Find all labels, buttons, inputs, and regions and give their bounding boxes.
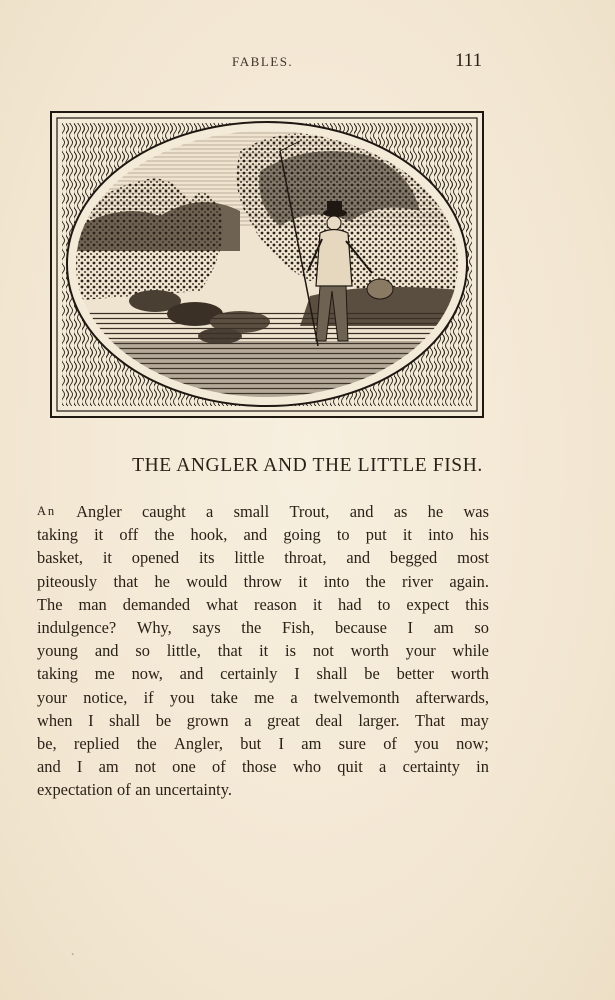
running-title: FABLES. <box>232 54 294 69</box>
word: I <box>76 757 83 777</box>
word: the <box>365 571 386 591</box>
word: be <box>155 710 172 730</box>
word: most <box>457 548 489 568</box>
word: opened <box>131 548 180 568</box>
word: one <box>172 757 196 777</box>
text-line <box>37 593 489 616</box>
word: me <box>94 664 115 684</box>
word: twelvemonth <box>313 687 400 707</box>
word: it <box>94 525 104 545</box>
word: when <box>37 710 73 730</box>
word: of <box>117 780 131 800</box>
word: I <box>407 617 413 637</box>
word: while <box>452 641 489 661</box>
word: a <box>379 757 387 777</box>
word: I <box>294 664 300 684</box>
word: notice, <box>83 687 128 707</box>
word: man <box>78 594 107 614</box>
word: of <box>212 757 226 777</box>
fable-body <box>37 500 489 801</box>
word: that <box>217 641 243 661</box>
word: it <box>402 525 412 545</box>
word: and <box>349 502 374 521</box>
word: your <box>405 641 436 661</box>
word: little, <box>166 641 201 661</box>
word: I <box>88 710 94 730</box>
word: to <box>336 525 350 545</box>
word: may <box>460 710 489 730</box>
word: great <box>267 710 300 730</box>
word: a <box>244 710 252 730</box>
word: had <box>337 594 362 614</box>
word: certainly <box>220 664 278 684</box>
word: shall <box>316 664 348 684</box>
word: be, <box>37 733 57 753</box>
word: better <box>396 664 434 684</box>
word: be <box>364 664 380 684</box>
word: The <box>37 594 63 614</box>
word: basket, <box>37 548 83 568</box>
word: I <box>278 733 284 753</box>
word: the <box>241 617 262 637</box>
word: worth <box>450 664 489 684</box>
word: and <box>37 757 61 777</box>
word: now, <box>131 664 163 684</box>
word: put <box>365 525 387 545</box>
word: a <box>206 502 214 521</box>
word: and <box>243 525 268 545</box>
word: is <box>285 641 296 661</box>
word: it <box>102 548 112 568</box>
word: throat, <box>284 548 327 568</box>
word: certainty <box>402 757 460 777</box>
word: taking <box>37 525 78 545</box>
word: caught <box>142 502 186 521</box>
word: into <box>323 571 350 591</box>
word: a <box>290 687 298 707</box>
word: to <box>377 594 391 614</box>
word: not <box>312 641 334 661</box>
word: and <box>346 548 371 568</box>
word: the <box>154 525 175 545</box>
word: and <box>179 664 204 684</box>
word: that <box>113 571 139 591</box>
word: deal <box>315 710 343 730</box>
word: not <box>134 757 156 777</box>
lead-word: An <box>37 504 56 518</box>
word: if <box>143 687 154 707</box>
word: sure <box>338 733 366 753</box>
word: into <box>428 525 454 545</box>
word: but <box>240 733 262 753</box>
text-line <box>37 570 489 593</box>
word: river <box>402 571 433 591</box>
word: take <box>210 687 238 707</box>
text-line <box>37 686 489 709</box>
word: indulgence? <box>37 617 117 637</box>
text-line <box>37 523 489 546</box>
word: hook, <box>190 525 228 545</box>
word: its <box>198 548 215 568</box>
word: am <box>301 733 322 753</box>
woodcut-illustration <box>50 111 484 418</box>
text-line <box>37 732 489 755</box>
word: those <box>241 757 277 777</box>
word: afterwards, <box>415 687 489 707</box>
word: says <box>192 617 221 637</box>
word: expect <box>406 594 450 614</box>
word: because <box>334 617 387 637</box>
word: going <box>283 525 321 545</box>
word: so <box>135 641 150 661</box>
word: of <box>383 733 397 753</box>
text-line <box>37 662 489 685</box>
word: you <box>414 733 439 753</box>
word: it <box>298 571 308 591</box>
word: what <box>206 594 238 614</box>
word: as <box>393 502 408 521</box>
text-line <box>37 709 489 732</box>
word: small <box>233 502 270 521</box>
word: Angler <box>76 502 122 521</box>
word: demanded <box>122 594 191 614</box>
word: reason <box>254 594 297 614</box>
word: it <box>259 641 269 661</box>
word: he <box>427 502 444 521</box>
word: young <box>37 641 78 661</box>
word: it <box>312 594 322 614</box>
word: taking <box>37 664 78 684</box>
word: shall <box>109 710 141 730</box>
word: the <box>136 733 157 753</box>
word: your <box>37 687 68 707</box>
word: in <box>476 757 489 777</box>
word: me <box>254 687 275 707</box>
word: Trout, <box>289 502 330 521</box>
word: piteously <box>37 571 98 591</box>
word: and <box>94 641 119 661</box>
word: Angler, <box>174 733 223 753</box>
word: you <box>169 687 195 707</box>
paper-speck: ` <box>71 953 75 964</box>
word: expectation <box>37 780 113 800</box>
word: this <box>465 594 489 614</box>
word: Why, <box>136 617 172 637</box>
word: who <box>292 757 322 777</box>
word: Fish, <box>281 617 315 637</box>
word: larger. <box>358 710 400 730</box>
text-line <box>37 616 489 639</box>
word: worth <box>350 641 389 661</box>
word: That <box>415 710 446 730</box>
word: an <box>135 780 151 800</box>
page-number: 111 <box>455 50 483 71</box>
text-line <box>37 546 489 569</box>
running-head <box>0 52 615 72</box>
word: now; <box>456 733 489 753</box>
word: am <box>98 757 119 777</box>
word: was <box>463 502 489 521</box>
word: throw <box>243 571 282 591</box>
word: little <box>234 548 265 568</box>
text-line <box>37 755 489 778</box>
word: so <box>474 617 489 637</box>
word: his <box>469 525 489 545</box>
word: uncertainty. <box>155 780 232 800</box>
word: again. <box>449 571 489 591</box>
word: off <box>119 525 139 545</box>
word: grown <box>186 710 229 730</box>
word: begged <box>389 548 438 568</box>
word: am <box>433 617 454 637</box>
text-line <box>37 500 489 523</box>
word: quit <box>337 757 363 777</box>
text-line <box>37 639 489 662</box>
fable-title: THE ANGLER AND THE LITTLE FISH. <box>132 455 483 476</box>
word: replied <box>73 733 120 753</box>
word: would <box>186 571 228 591</box>
text-line-last <box>37 778 489 801</box>
word: he <box>154 571 170 591</box>
